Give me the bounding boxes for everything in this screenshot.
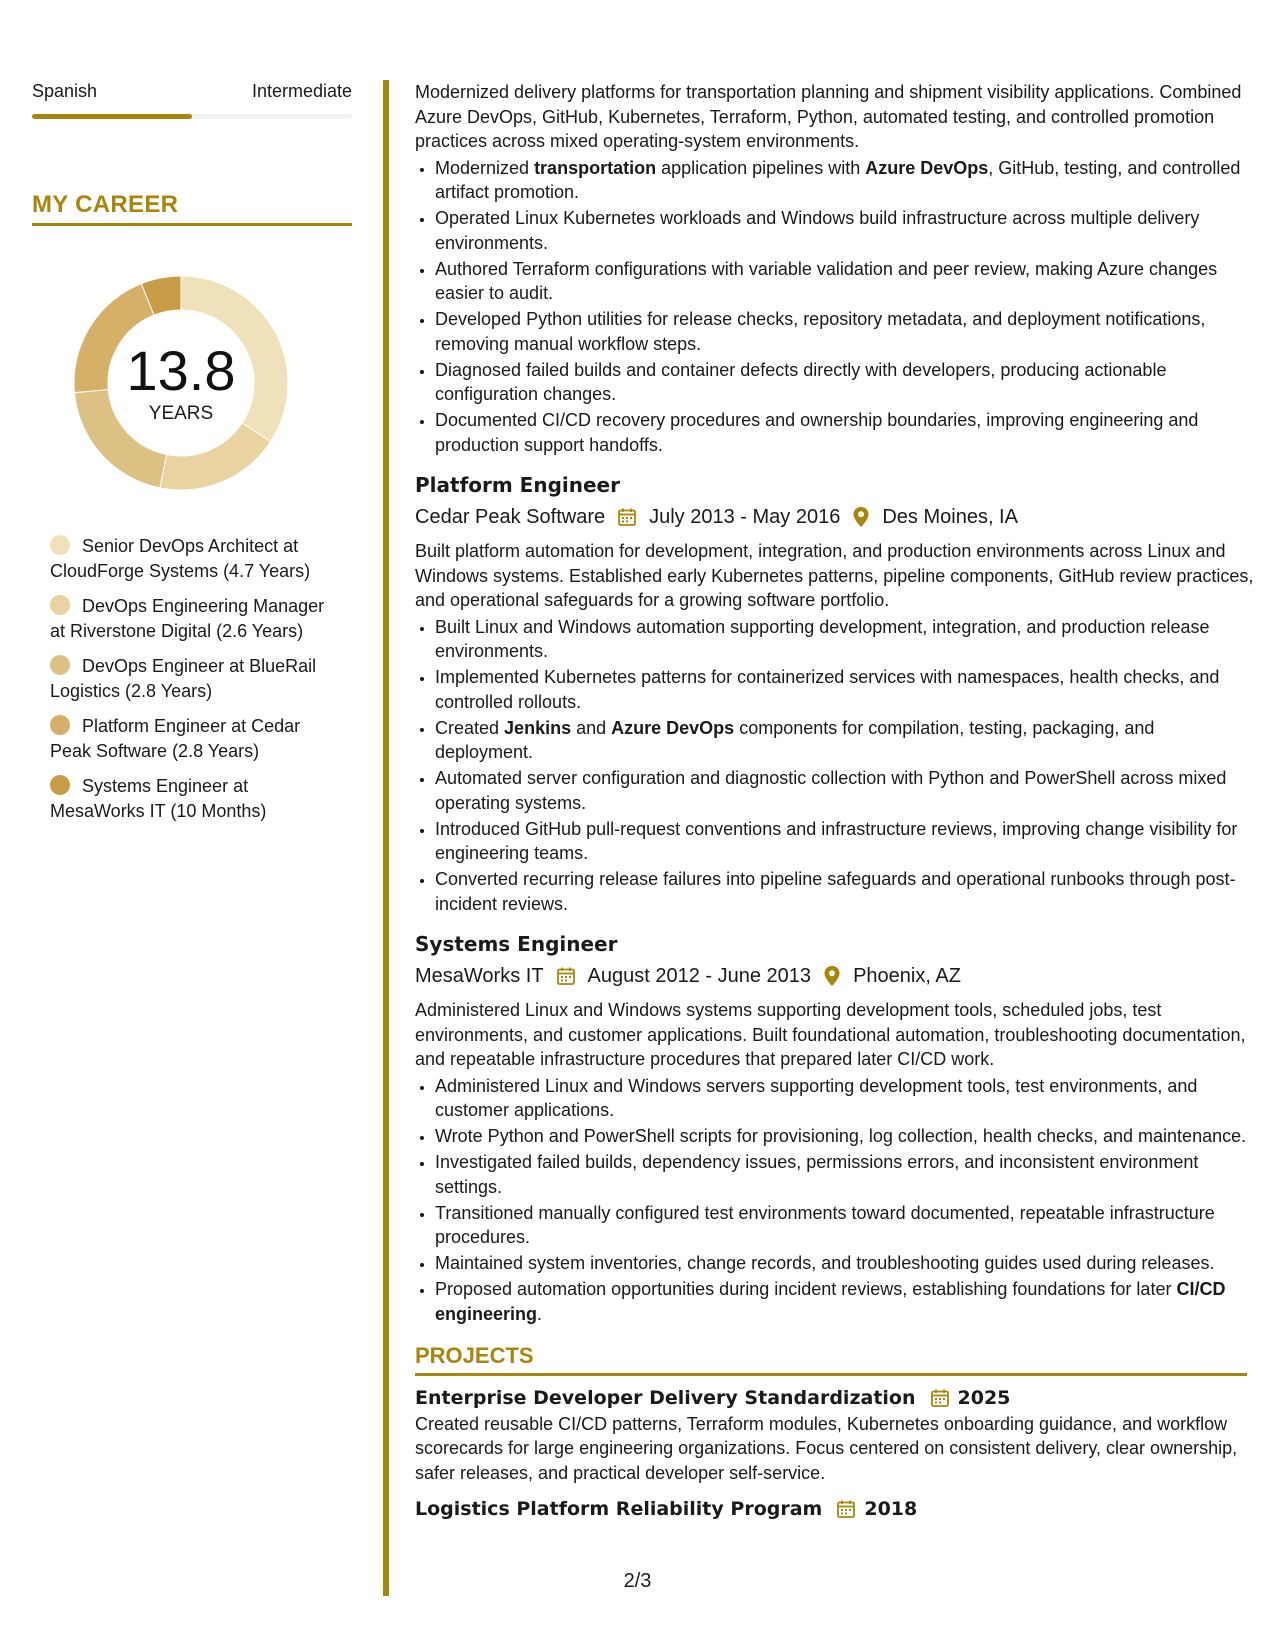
legend-dot [50,595,70,615]
projects-section-title: PROJECTS [415,1344,1247,1376]
job-bullet: • Converted recurring release failures into pipeline safeguards and operational runbooks through post-incident reviews. [435,867,1255,916]
job-company: Cedar Peak Software [415,506,606,528]
project-name: Logistics Platform Reliability Program [415,1498,823,1520]
location-pin-icon [823,965,841,987]
legend-dot [50,775,70,795]
career-section-title: MY CAREER [32,191,352,226]
legend-label: Systems Engineer at MesaWorks IT (10 Months) [50,776,267,821]
job-bullet: • Built Linux and Windows automation supporting development, integration, and production release environments. [435,615,1255,664]
career-donut-chart [66,268,296,498]
project-year: 2018 [864,1498,918,1520]
project-entry [415,1495,1255,1523]
career-legend-item [50,654,340,704]
job-title: Systems Engineer [415,932,618,956]
location-pin-icon [852,506,870,528]
job-bullet: • Created Jenkins and Azure DevOps components for compilation, testing, packaging, and deployment. [435,716,1255,765]
language-row [32,80,352,102]
job-title: Platform Engineer [415,473,620,497]
calendar-icon [556,966,576,986]
job-bullet: • Administered Linux and Windows servers supporting development tools, test environments, and customer applications. [435,1074,1255,1123]
job-bullet: • Operated Linux Kubernetes workloads and Windows build infrastructure across multiple delivery environments. [435,206,1255,255]
job-bullet: • Implemented Kubernetes patterns for containerized services with namespaces, health checks, and controlled rollouts. [435,665,1255,714]
job-bullet: • Investigated failed builds, dependency issues, permissions errors, and inconsistent environment settings. [435,1150,1255,1199]
career-legend-item [50,594,340,644]
language-name: Spanish [32,81,98,101]
career-total-years: 13.8 [126,339,236,402]
job-bullet: • Wrote Python and PowerShell scripts for provisioning, log collection, health checks, and maintenance. [435,1124,1255,1149]
job-meta [415,503,1255,531]
project-description: Created reusable CI/CD patterns, Terraform modules, Kubernetes onboarding guidance, and workflow scorecards for large engineering organizations. Focus centered on consistent delivery, clear ownership, safer releases, and practical developer self-service. [415,1413,1238,1483]
career-legend-item [50,534,340,584]
career-legend [50,534,340,824]
project-name: Enterprise Developer Delivery Standardization [415,1386,916,1409]
job-location: Des Moines, IA [882,506,1018,528]
legend-dot [50,715,70,735]
job-summary: Built platform automation for development, integration, and production environments across Linux and Windows systems. Established early Kubernetes patterns, pipeline components, GitHub review practices, and operational safeguards for a growing software portfolio. [415,541,1254,610]
job-dates: August 2012 - June 2013 [587,965,812,987]
page-number: 2/3 [623,1570,652,1592]
job-bullet: • Developed Python utilities for release checks, repository metadata, and deployment notifications, removing manual workflow steps. [435,307,1255,356]
project-header [415,1384,1255,1412]
job-dates: July 2013 - May 2016 [649,506,841,528]
job-bullets [415,615,1255,917]
job-company: MesaWorks IT [415,965,544,987]
column-divider [383,80,389,1596]
legend-dot [50,535,70,555]
job-bullet: • Maintained system inventories, change records, and troubleshooting guides used during releases. [435,1251,1255,1276]
job-location: Phoenix, AZ [853,965,961,987]
job-entry [415,471,1255,916]
career-legend-item [50,774,340,824]
job-bullet: • Introduced GitHub pull-request conventions and infrastructure reviews, improving change visibility for engineering teams. [435,817,1255,866]
project-header [415,1495,1255,1523]
job-bullet: • Automated server configuration and diagnostic collection with Python and PowerShell across mixed operating systems. [435,766,1255,815]
job-bullets [415,1074,1255,1327]
job-entry [415,930,1255,1326]
legend-label: Senior DevOps Architect at CloudForge Systems (4.7 Years) [50,536,311,581]
calendar-icon [836,1499,856,1519]
language-level: Intermediate [251,81,352,101]
language-proficiency-bar [32,114,352,119]
legend-dot [50,655,70,675]
job-summary: Modernized delivery platforms for transportation planning and shipment visibility applications. Combined Azure DevOps, GitHub, Kubernetes, Terraform, Python, automated testing, and controlled promotion practices across mixed operating-system environments. [415,82,1242,151]
sidebar [32,80,352,834]
language-proficiency-fill [32,114,192,119]
legend-label: Platform Engineer at Cedar Peak Software (2.8 Years) [50,716,301,761]
project-entry [415,1384,1255,1486]
job-bullet: • Diagnosed failed builds and container defects directly with developers, producing actionable configuration changes. [435,358,1255,407]
job-bullet: • Transitioned manually configured test environments toward documented, repeatable infrastructure procedures. [435,1201,1255,1250]
career-legend-item [50,714,340,764]
main-content [415,80,1255,1523]
job-bullet: • Authored Terraform configurations with variable validation and peer review, making Azure changes easier to audit. [435,257,1255,306]
job-bullet: • Modernized transportation application pipelines with Azure DevOps, GitHub, testing, and controlled artifact promotion. [435,156,1255,205]
job-bullet: • Proposed automation opportunities during incident reviews, establishing foundations for later CI/CD engineering. [435,1277,1255,1326]
legend-label: DevOps Engineer at BlueRail Logistics (2.8 Years) [50,656,317,701]
calendar-icon [930,1388,950,1408]
donut-center [66,268,296,498]
job-entry [415,80,1255,457]
legend-label: DevOps Engineering Manager at Riverstone Digital (2.6 Years) [50,596,325,641]
calendar-icon [617,507,637,527]
job-meta [415,962,1255,990]
career-total-unit: YEARS [148,403,214,424]
project-year: 2025 [957,1386,1011,1409]
job-bullets [415,156,1255,458]
job-bullet: • Documented CI/CD recovery procedures and ownership boundaries, improving engineering and production support handoffs. [435,408,1255,457]
job-summary: Administered Linux and Windows systems supporting development tools, scheduled jobs, test environments, and customer applications. Built foundational automation, troubleshooting documentation, and repeatable infrastructure procedures that prepared later CI/CD work. [415,1000,1246,1069]
